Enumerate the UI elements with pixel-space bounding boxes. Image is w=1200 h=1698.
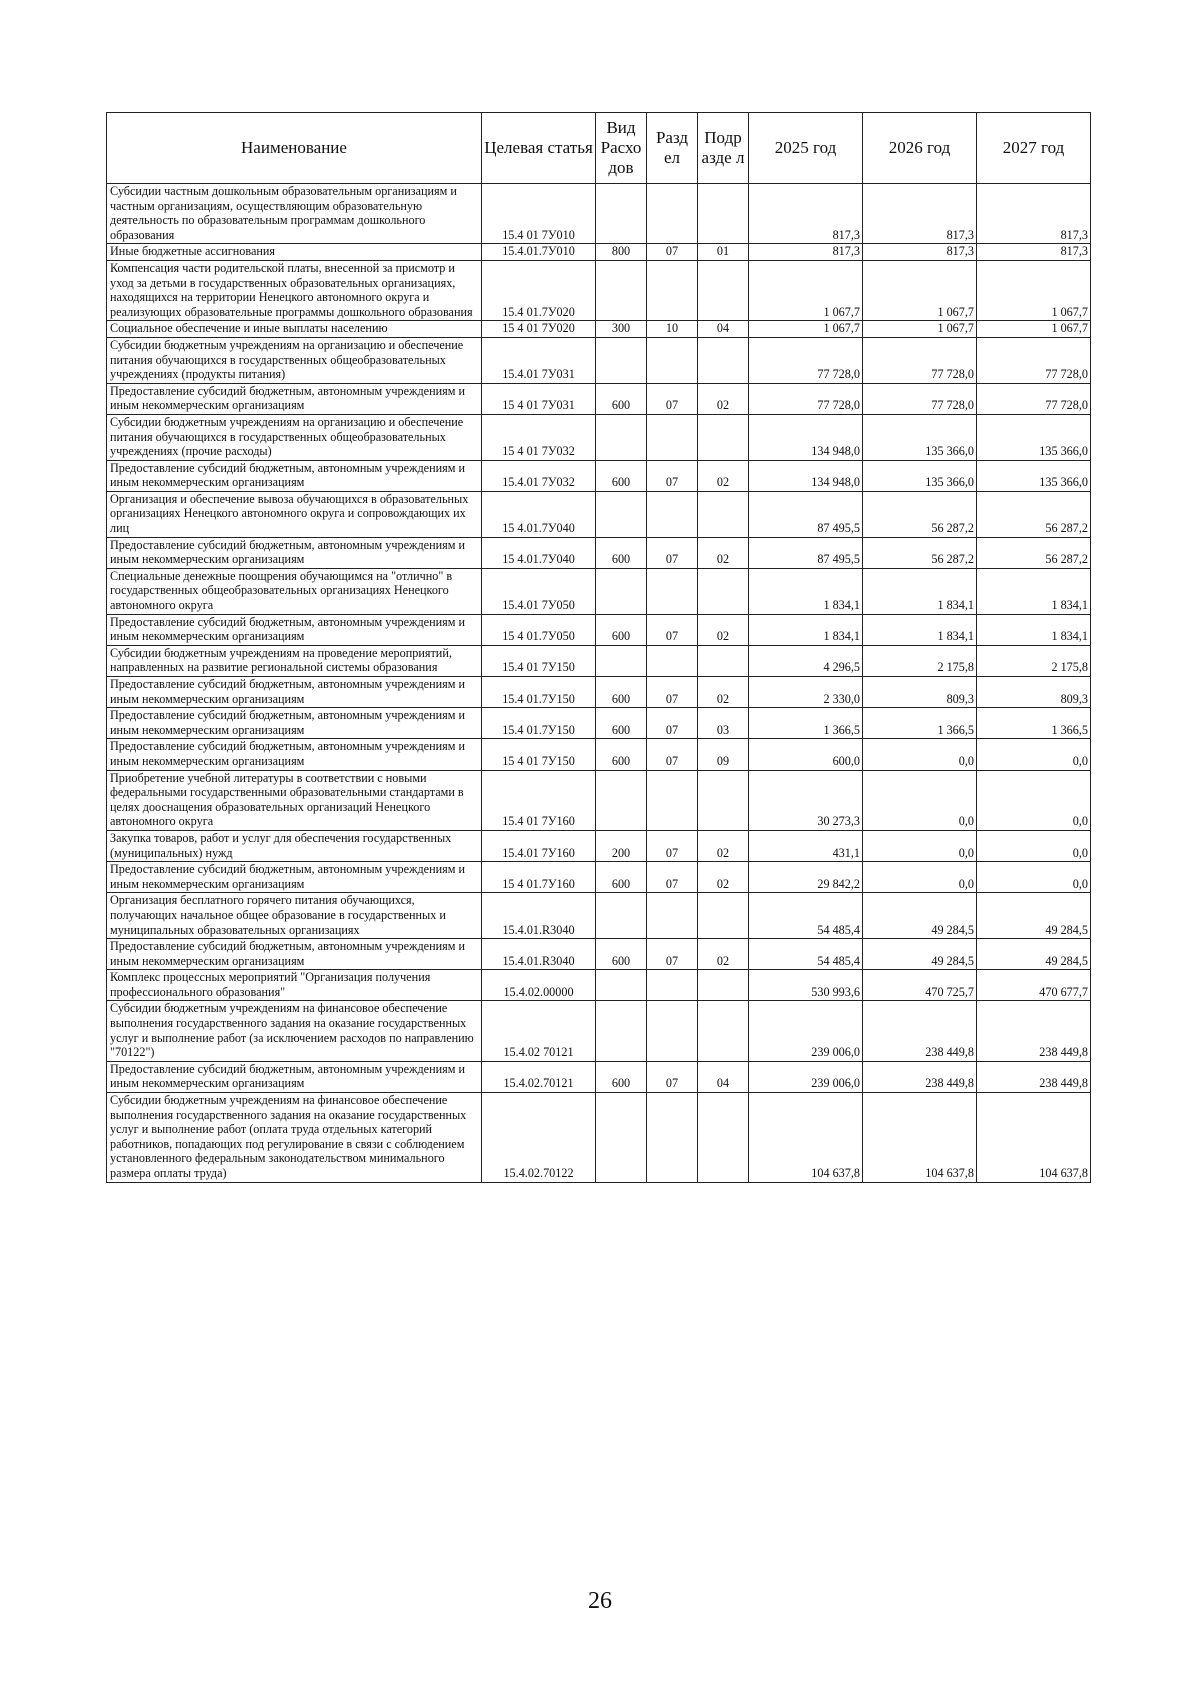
cell-2026: 135 366,0 [863, 414, 977, 460]
table-row [107, 739, 1091, 770]
cell-subsection [698, 1001, 749, 1061]
cell-2026: 104 637,8 [863, 1093, 977, 1183]
header-year-2025: 2025 год [749, 113, 863, 184]
cell-name: Субсидии бюджетным учреждениям на финансовое обеспечение выполнения государственного задания на оказание государственных услуг и выполнение работ (оплата труда отдельных категорий работников, попадающих под регулирование в связи с соблюдением установленного федеральным законодательством минимального размера оплаты труда) [107, 1093, 482, 1183]
cell-2027: 49 284,5 [977, 939, 1091, 970]
header-year-2026: 2026 год [863, 113, 977, 184]
table-row [107, 770, 1091, 830]
cell-target-article: 15 4 01 7У150 [482, 739, 596, 770]
table-row [107, 645, 1091, 676]
cell-target-article: 15.4.01.R3040 [482, 939, 596, 970]
cell-2025: 431,1 [749, 830, 863, 861]
table-row [107, 970, 1091, 1001]
cell-2027: 135 366,0 [977, 460, 1091, 491]
cell-name: Субсидии частным дошкольным образовательным организациям и частным организациям, осуществляющим образовательную деятельность по образовательным программам дошкольного образования [107, 184, 482, 244]
cell-name: Иные бюджетные ассигнования [107, 244, 482, 261]
cell-2027: 135 366,0 [977, 414, 1091, 460]
cell-subsection [698, 970, 749, 1001]
cell-subsection: 01 [698, 244, 749, 261]
cell-expense-type [596, 770, 647, 830]
cell-2027: 104 637,8 [977, 1093, 1091, 1183]
cell-section [647, 970, 698, 1001]
cell-target-article: 15 4 01 7У031 [482, 383, 596, 414]
cell-subsection [698, 337, 749, 383]
cell-section: 10 [647, 321, 698, 338]
header-subsection: Подр азде л [698, 113, 749, 184]
table-row [107, 1061, 1091, 1092]
table-row [107, 568, 1091, 614]
cell-2026: 135 366,0 [863, 460, 977, 491]
cell-2026: 2 175,8 [863, 645, 977, 676]
cell-2026: 0,0 [863, 830, 977, 861]
cell-target-article: 15.4.01.R3040 [482, 893, 596, 939]
cell-2027: 817,3 [977, 244, 1091, 261]
cell-expense-type [596, 568, 647, 614]
cell-subsection: 04 [698, 321, 749, 338]
cell-section [647, 491, 698, 537]
cell-2027: 1 366,5 [977, 708, 1091, 739]
cell-section [647, 184, 698, 244]
cell-2027: 238 449,8 [977, 1061, 1091, 1092]
cell-expense-type: 600 [596, 708, 647, 739]
cell-2026: 56 287,2 [863, 537, 977, 568]
cell-expense-type: 600 [596, 537, 647, 568]
cell-2027: 1 834,1 [977, 568, 1091, 614]
cell-2027: 56 287,2 [977, 537, 1091, 568]
cell-name: Субсидии бюджетным учреждениям на организацию и обеспечение питания обучающихся в государственных общеобразовательных учреждениях (продукты питания) [107, 337, 482, 383]
cell-section [647, 414, 698, 460]
cell-2025: 87 495,5 [749, 537, 863, 568]
cell-target-article: 15.4.01.7У010 [482, 244, 596, 261]
cell-expense-type: 600 [596, 739, 647, 770]
cell-2025: 239 006,0 [749, 1061, 863, 1092]
cell-subsection: 02 [698, 862, 749, 893]
cell-target-article: 15 4 01 7У020 [482, 321, 596, 338]
cell-section: 07 [647, 460, 698, 491]
cell-2025: 1 834,1 [749, 568, 863, 614]
cell-section: 07 [647, 677, 698, 708]
cell-2025: 4 296,5 [749, 645, 863, 676]
cell-section: 07 [647, 1061, 698, 1092]
cell-target-article: 15.4.01 7У050 [482, 568, 596, 614]
cell-2027: 77 728,0 [977, 383, 1091, 414]
cell-expense-type: 600 [596, 460, 647, 491]
cell-2027: 1 067,7 [977, 321, 1091, 338]
cell-section: 07 [647, 830, 698, 861]
cell-expense-type: 600 [596, 383, 647, 414]
cell-subsection: 09 [698, 739, 749, 770]
cell-expense-type: 600 [596, 1061, 647, 1092]
cell-name: Предоставление субсидий бюджетным, автономным учреждениям и иным некоммерческим организациям [107, 739, 482, 770]
cell-name: Компенсация части родительской платы, внесенной за присмотр и уход за детьми в государственных образовательных организациях, находящихся на территории Ненецкого автономного округа и реализующих образовательные программы дошкольного образования [107, 260, 482, 320]
cell-2025: 29 842,2 [749, 862, 863, 893]
cell-target-article: 15.4 01.7У020 [482, 260, 596, 320]
cell-name: Предоставление субсидий бюджетным, автономным учреждениям и иным некоммерческим организациям [107, 1061, 482, 1092]
cell-name: Предоставление субсидий бюджетным, автономным учреждениям и иным некоммерческим организациям [107, 708, 482, 739]
cell-subsection: 02 [698, 677, 749, 708]
cell-subsection: 04 [698, 1061, 749, 1092]
cell-target-article: 15.4 01.7У150 [482, 677, 596, 708]
cell-name: Предоставление субсидий бюджетным, автономным учреждениям и иным некоммерческим организациям [107, 939, 482, 970]
cell-name: Предоставление субсидий бюджетным, автономным учреждениям и иным некоммерческим организациям [107, 460, 482, 491]
cell-section [647, 645, 698, 676]
table-row [107, 337, 1091, 383]
cell-subsection: 02 [698, 614, 749, 645]
cell-2026: 1 366,5 [863, 708, 977, 739]
cell-2026: 1 834,1 [863, 614, 977, 645]
cell-subsection: 02 [698, 460, 749, 491]
cell-name: Субсидии бюджетным учреждениям на финансовое обеспечение выполнения государственного задания на оказание государственных услуг и выполнение работ (за исключением расходов по направлению "70122") [107, 1001, 482, 1061]
cell-name: Предоставление субсидий бюджетным, автономным учреждениям и иным некоммерческим организациям [107, 383, 482, 414]
table-row [107, 939, 1091, 970]
table-row [107, 893, 1091, 939]
table-body [107, 184, 1091, 1183]
cell-2026: 1 834,1 [863, 568, 977, 614]
cell-target-article: 15.4.02.70121 [482, 1061, 596, 1092]
header-target-article: Целевая статья [482, 113, 596, 184]
cell-2025: 54 485,4 [749, 893, 863, 939]
cell-2025: 1 366,5 [749, 708, 863, 739]
table-row [107, 383, 1091, 414]
cell-name: Предоставление субсидий бюджетным, автономным учреждениям и иным некоммерческим организациям [107, 537, 482, 568]
cell-target-article: 15.4.02.00000 [482, 970, 596, 1001]
cell-2027: 2 175,8 [977, 645, 1091, 676]
cell-2027: 49 284,5 [977, 893, 1091, 939]
cell-2027: 470 677,7 [977, 970, 1091, 1001]
cell-expense-type: 600 [596, 677, 647, 708]
cell-name: Приобретение учебной литературы в соответствии с новыми федеральными государственными образовательными стандартами в целях дооснащения образовательных организаций Ненецкого автономного округа [107, 770, 482, 830]
cell-section [647, 1093, 698, 1183]
table-row [107, 1093, 1091, 1183]
cell-section: 07 [647, 614, 698, 645]
table-row [107, 321, 1091, 338]
cell-expense-type [596, 893, 647, 939]
cell-2026: 77 728,0 [863, 337, 977, 383]
header-year-2027: 2027 год [977, 113, 1091, 184]
cell-expense-type: 200 [596, 830, 647, 861]
cell-name: Социальное обеспечение и иные выплаты населению [107, 321, 482, 338]
cell-2026: 56 287,2 [863, 491, 977, 537]
cell-section: 07 [647, 739, 698, 770]
cell-2025: 30 273,3 [749, 770, 863, 830]
cell-expense-type [596, 260, 647, 320]
cell-2026: 0,0 [863, 770, 977, 830]
cell-2026: 49 284,5 [863, 939, 977, 970]
table-row [107, 614, 1091, 645]
table-row [107, 244, 1091, 261]
table-row [107, 460, 1091, 491]
cell-target-article: 15 4 01.7У050 [482, 614, 596, 645]
cell-2026: 0,0 [863, 739, 977, 770]
cell-2025: 817,3 [749, 244, 863, 261]
cell-target-article: 15.4 01.7У150 [482, 708, 596, 739]
cell-expense-type: 600 [596, 862, 647, 893]
header-expense-type: Вид Расхо дов [596, 113, 647, 184]
cell-2027: 1 067,7 [977, 260, 1091, 320]
cell-expense-type [596, 1001, 647, 1061]
cell-name: Закупка товаров, работ и услуг для обеспечения государственных (муниципальных) нужд [107, 830, 482, 861]
cell-target-article: 15.4 01 7У150 [482, 645, 596, 676]
cell-subsection [698, 645, 749, 676]
table-row [107, 184, 1091, 244]
cell-expense-type: 600 [596, 614, 647, 645]
cell-subsection [698, 1093, 749, 1183]
table-row [107, 537, 1091, 568]
cell-2027: 0,0 [977, 862, 1091, 893]
cell-name: Предоставление субсидий бюджетным, автономным учреждениям и иным некоммерческим организациям [107, 862, 482, 893]
cell-2025: 1 834,1 [749, 614, 863, 645]
cell-section [647, 1001, 698, 1061]
cell-name: Организация и обеспечение вывоза обучающихся в образовательных организациях Ненецкого автономного округа и сопровождающих их лиц [107, 491, 482, 537]
table-row [107, 1001, 1091, 1061]
cell-expense-type [596, 970, 647, 1001]
table-header [107, 113, 1091, 184]
cell-2025: 2 330,0 [749, 677, 863, 708]
cell-expense-type [596, 1093, 647, 1183]
table-row [107, 708, 1091, 739]
cell-target-article: 15.4.01 7У032 [482, 460, 596, 491]
cell-section: 07 [647, 862, 698, 893]
cell-2025: 134 948,0 [749, 460, 863, 491]
cell-section [647, 893, 698, 939]
cell-expense-type [596, 645, 647, 676]
cell-name: Организация бесплатного горячего питания обучающихся, получающих начальное общее образование в государственных и муниципальных образовательных организациях [107, 893, 482, 939]
page-number: 26 [588, 1588, 612, 1614]
cell-name: Предоставление субсидий бюджетным, автономным учреждениям и иным некоммерческим организациям [107, 614, 482, 645]
cell-section [647, 337, 698, 383]
cell-2025: 77 728,0 [749, 383, 863, 414]
cell-target-article: 15.4 01 7У160 [482, 770, 596, 830]
cell-2025: 104 637,8 [749, 1093, 863, 1183]
cell-subsection [698, 893, 749, 939]
cell-2025: 134 948,0 [749, 414, 863, 460]
table-row [107, 260, 1091, 320]
cell-target-article: 15 4 01.7У160 [482, 862, 596, 893]
cell-expense-type: 600 [596, 939, 647, 970]
cell-2026: 0,0 [863, 862, 977, 893]
table-row [107, 414, 1091, 460]
cell-section: 07 [647, 383, 698, 414]
cell-2027: 1 834,1 [977, 614, 1091, 645]
cell-2026: 817,3 [863, 244, 977, 261]
cell-2026: 809,3 [863, 677, 977, 708]
cell-target-article: 15 4.01.7У040 [482, 537, 596, 568]
cell-2027: 0,0 [977, 770, 1091, 830]
budget-table [106, 112, 1091, 1183]
cell-target-article: 15.4.01 7У160 [482, 830, 596, 861]
cell-expense-type [596, 491, 647, 537]
cell-2026: 817,3 [863, 184, 977, 244]
cell-2025: 77 728,0 [749, 337, 863, 383]
cell-expense-type [596, 414, 647, 460]
cell-subsection: 02 [698, 939, 749, 970]
cell-section: 07 [647, 708, 698, 739]
table-row [107, 862, 1091, 893]
cell-expense-type [596, 184, 647, 244]
cell-section: 07 [647, 537, 698, 568]
cell-target-article: 15 4 01 7У032 [482, 414, 596, 460]
cell-2025: 530 993,6 [749, 970, 863, 1001]
cell-2025: 239 006,0 [749, 1001, 863, 1061]
cell-subsection: 03 [698, 708, 749, 739]
header-section: Разд ел [647, 113, 698, 184]
cell-2025: 600,0 [749, 739, 863, 770]
cell-name: Субсидии бюджетным учреждениям на организацию и обеспечение питания обучающихся в государственных общеобразовательных учреждениях (прочие расходы) [107, 414, 482, 460]
cell-2025: 817,3 [749, 184, 863, 244]
cell-section [647, 260, 698, 320]
cell-subsection [698, 568, 749, 614]
cell-subsection [698, 491, 749, 537]
table-row [107, 830, 1091, 861]
cell-2027: 77 728,0 [977, 337, 1091, 383]
cell-2026: 1 067,7 [863, 260, 977, 320]
cell-section [647, 568, 698, 614]
header-name: Наименование [107, 113, 482, 184]
cell-2027: 809,3 [977, 677, 1091, 708]
cell-name: Комплекс процессных мероприятий "Организация получения профессионального образования" [107, 970, 482, 1001]
table-row [107, 677, 1091, 708]
cell-subsection [698, 260, 749, 320]
cell-2025: 87 495,5 [749, 491, 863, 537]
cell-subsection: 02 [698, 537, 749, 568]
cell-name: Специальные денежные поощрения обучающимся на "отлично" в государственных общеобразовательных организациях Ненецкого автономного округа [107, 568, 482, 614]
cell-2026: 238 449,8 [863, 1061, 977, 1092]
cell-target-article: 15.4.02 70121 [482, 1001, 596, 1061]
cell-2026: 1 067,7 [863, 321, 977, 338]
cell-subsection: 02 [698, 383, 749, 414]
header-row [107, 113, 1091, 184]
cell-2027: 0,0 [977, 739, 1091, 770]
cell-expense-type: 800 [596, 244, 647, 261]
cell-2025: 1 067,7 [749, 260, 863, 320]
cell-2027: 238 449,8 [977, 1001, 1091, 1061]
cell-name: Предоставление субсидий бюджетным, автономным учреждениям и иным некоммерческим организациям [107, 677, 482, 708]
cell-target-article: 15.4.01 7У031 [482, 337, 596, 383]
cell-target-article: 15.4 01 7У010 [482, 184, 596, 244]
table-row [107, 491, 1091, 537]
cell-2025: 1 067,7 [749, 321, 863, 338]
cell-target-article: 15 4.01.7У040 [482, 491, 596, 537]
cell-section [647, 770, 698, 830]
cell-2026: 470 725,7 [863, 970, 977, 1001]
cell-section: 07 [647, 244, 698, 261]
cell-2026: 238 449,8 [863, 1001, 977, 1061]
cell-expense-type: 300 [596, 321, 647, 338]
cell-2026: 49 284,5 [863, 893, 977, 939]
cell-subsection [698, 184, 749, 244]
cell-2026: 77 728,0 [863, 383, 977, 414]
cell-subsection [698, 414, 749, 460]
cell-2027: 817,3 [977, 184, 1091, 244]
cell-subsection: 02 [698, 830, 749, 861]
cell-target-article: 15.4.02.70122 [482, 1093, 596, 1183]
cell-subsection [698, 770, 749, 830]
cell-expense-type [596, 337, 647, 383]
cell-2027: 0,0 [977, 830, 1091, 861]
cell-2027: 56 287,2 [977, 491, 1091, 537]
cell-name: Субсидии бюджетным учреждениям на проведение мероприятий, направленных на развитие региональной системы образования [107, 645, 482, 676]
cell-2025: 54 485,4 [749, 939, 863, 970]
cell-section: 07 [647, 939, 698, 970]
